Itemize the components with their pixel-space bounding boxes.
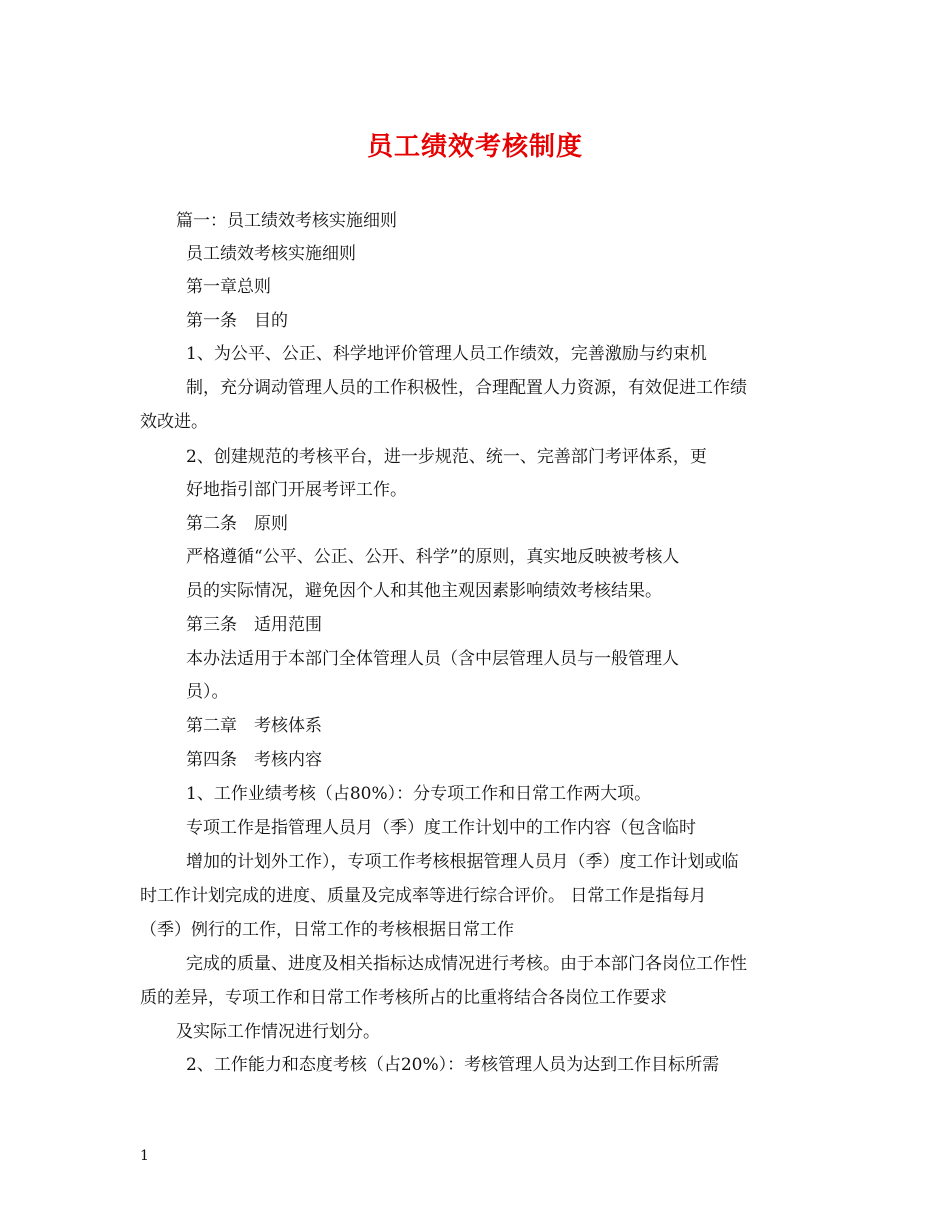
text-line: 制，充分调动管理人员的工作积极性，合理配置人力资源，有效促进工作绩: [186, 378, 747, 398]
text-line: 第四条 考核内容: [186, 750, 322, 770]
text-line: 效改进。: [140, 412, 208, 432]
text-line: 时工作计划完成的进度、质量及完成率等进行综合评价。 日常工作是指每月: [140, 886, 707, 906]
text-line: 本办法适用于本部门全体管理人员（含中层管理人员与一般管理人: [186, 649, 679, 669]
text-line: 好地指引部门开展考评工作。: [186, 480, 407, 500]
text-line: 1、工作业绩考核（占80%）：分专项工作和日常工作两大项。: [186, 784, 652, 804]
text-line: 员）。: [186, 682, 229, 702]
text-line: 第二条 原则: [186, 514, 288, 534]
text-line: （季）例行的工作，日常工作的考核根据日常工作: [140, 920, 514, 940]
text-line: 2、创建规范的考核平台，进一步规范、统一、完善部门考评体系，更: [186, 447, 707, 467]
document-title: 员工绩效考核制度: [366, 132, 583, 162]
text-line: 1、为公平、公正、科学地评价管理人员工作绩效，完善激励与约束机: [186, 344, 707, 364]
text-line: 第二章 考核体系: [186, 716, 322, 736]
text-line: 完成的质量、进度及相关指标达成情况进行考核。由于本部门各岗位工作性: [186, 954, 747, 974]
text-line: 及实际工作情况进行划分。: [176, 1022, 380, 1042]
text-line: 专项工作是指管理人员月（季）度工作计划中的工作内容（包含临时: [186, 818, 696, 838]
text-line: 第三条 适用范围: [186, 615, 322, 635]
page-number: 1: [140, 1148, 149, 1164]
text-line: 增加的计划外工作），专项工作考核根据管理人员月（季）度工作计划或临: [186, 852, 739, 872]
text-line: 严格遵循“公平、公正、公开、科学”的原则，真实地反映被考核人: [186, 547, 680, 567]
text-line: 第一条 目的: [186, 311, 288, 331]
text-line: 员工绩效考核实施细则: [186, 244, 356, 264]
text-line: 员的实际情况，避免因个人和其他主观因素影响绩效考核结果。: [186, 581, 662, 601]
text-line: 质的差异，专项工作和日常工作考核所占的比重将结合各岗位工作要求: [140, 988, 667, 1008]
text-line: 篇一：员工绩效考核实施细则: [176, 211, 397, 231]
text-line: 2、工作能力和态度考核（占20%）：考核管理人员为达到工作目标所需: [186, 1055, 720, 1075]
text-line: 第一章总则: [186, 277, 271, 297]
